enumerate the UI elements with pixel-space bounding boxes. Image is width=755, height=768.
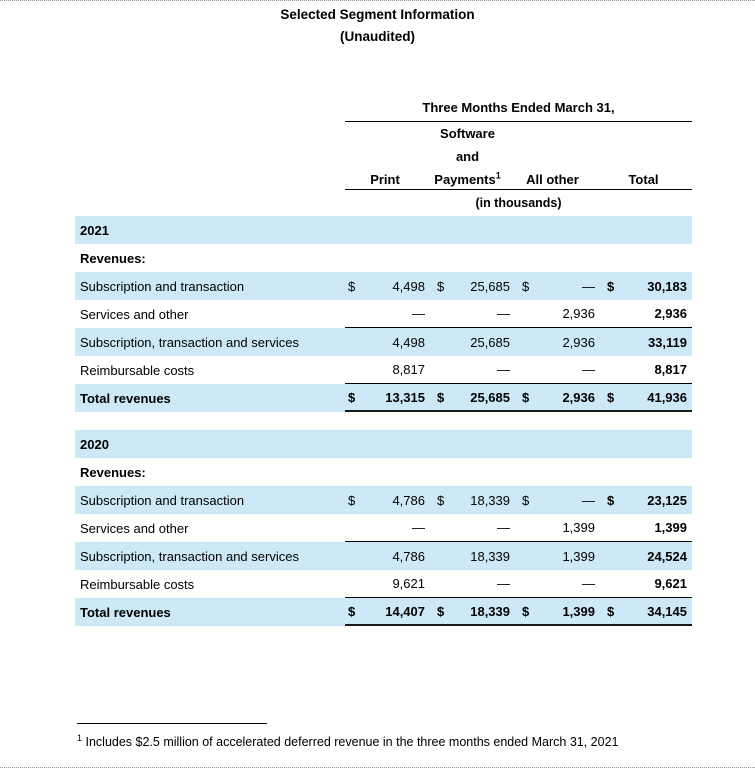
footnote-text	[77, 724, 755, 749]
currency-symbol: $	[348, 278, 356, 294]
value-print: 14,407	[385, 603, 425, 619]
value-all-other: 2,936	[562, 306, 595, 321]
value-total: 1,399	[654, 520, 687, 535]
table-row-services-other	[75, 300, 692, 328]
value-total: 8,817	[654, 362, 687, 377]
value-all-other: —	[582, 492, 595, 508]
value-software-payments: 25,685	[470, 278, 510, 294]
table-row-total-revenues	[75, 384, 692, 412]
row-label: Total revenues	[80, 604, 171, 620]
row-values	[345, 486, 692, 514]
currency-symbol: $	[607, 603, 615, 619]
revenues-heading: Revenues:	[80, 464, 146, 480]
value-software-payments: 25,685	[470, 389, 510, 405]
currency-symbol: $	[607, 278, 615, 294]
row-label: Reimbursable costs	[80, 576, 195, 592]
row-label: Services and other	[80, 306, 189, 322]
column-header-print: Print	[370, 172, 400, 187]
value-total: 24,524	[647, 548, 687, 564]
table-row-subscription-transaction-services	[75, 542, 692, 570]
section-year-2020	[75, 430, 692, 458]
value-print: 8,817	[392, 362, 425, 377]
value-all-other: —	[582, 278, 595, 294]
value-software-payments: 25,685	[470, 334, 510, 350]
value-total: 33,119	[647, 334, 687, 350]
revenues-heading-row	[75, 458, 692, 486]
value-all-other: 1,399	[562, 520, 595, 535]
row-values	[345, 384, 692, 412]
units-note: (in thousands)	[475, 196, 562, 210]
year-label: 2020	[80, 436, 109, 452]
row-label: Reimbursable costs	[80, 362, 195, 378]
row-label: Subscription, transaction and services	[80, 548, 299, 564]
footnote-body: Includes $2.5 million of accelerated deferred revenue in the three months ended March 31, 2021	[85, 735, 619, 750]
value-print: 4,786	[392, 492, 425, 508]
row-values	[345, 272, 692, 300]
value-software-payments: 18,339	[470, 548, 510, 564]
row-label: Services and other	[80, 520, 189, 536]
revenues-heading: Revenues:	[80, 250, 146, 266]
value-print: 9,621	[392, 576, 425, 591]
value-total: 9,621	[654, 576, 687, 591]
column-header-total: Total	[628, 172, 659, 187]
row-label: Subscription and transaction	[80, 278, 245, 294]
currency-symbol: $	[437, 492, 445, 508]
value-print: 4,498	[392, 278, 425, 294]
value-software-payments: 18,339	[470, 603, 510, 619]
value-software-payments: —	[497, 520, 510, 535]
footnote-ref-superscript: 1	[495, 170, 501, 181]
footnote-superscript: 1	[77, 733, 83, 743]
value-all-other: —	[582, 576, 595, 591]
currency-symbol: $	[348, 492, 356, 508]
value-print: —	[412, 306, 425, 321]
value-all-other: 2,936	[562, 389, 595, 405]
row-label: Subscription and transaction	[80, 492, 245, 508]
row-values	[345, 328, 692, 356]
footnote	[77, 723, 755, 749]
column-header-software-payments: Software and Payments$^1$	[434, 126, 501, 187]
table-row-subscription-transaction	[75, 272, 692, 300]
row-values	[345, 514, 692, 542]
year-label: 2021	[80, 222, 109, 238]
value-print: 13,315	[385, 389, 425, 405]
currency-symbol: $	[522, 389, 530, 405]
table-row-reimbursable-costs	[75, 356, 692, 384]
row-values	[345, 542, 692, 570]
table-row-reimbursable-costs	[75, 570, 692, 598]
currency-symbol: $	[522, 278, 530, 294]
value-all-other: 1,399	[562, 548, 595, 564]
page-title: Selected Segment Information	[280, 7, 475, 22]
section-gap	[75, 412, 692, 430]
value-software-payments: —	[497, 362, 510, 377]
row-label: Subscription, transaction and services	[80, 334, 299, 350]
table-row-services-other	[75, 514, 692, 542]
page-subtitle: (Unaudited)	[340, 29, 415, 44]
value-all-other: 1,399	[562, 603, 595, 619]
table-row-total-revenues	[75, 598, 692, 626]
value-software-payments: 18,339	[470, 492, 510, 508]
value-total: 34,145	[647, 603, 687, 619]
revenues-heading-row	[75, 244, 692, 272]
currency-symbol: $	[437, 603, 445, 619]
value-print: 4,498	[392, 334, 425, 350]
value-software-payments: —	[497, 576, 510, 591]
row-values	[345, 598, 692, 626]
value-print: —	[412, 520, 425, 535]
currency-symbol: $	[522, 603, 530, 619]
value-total: 2,936	[654, 306, 687, 321]
value-all-other: 2,936	[562, 334, 595, 350]
currency-symbol: $	[437, 278, 445, 294]
currency-symbol: $	[348, 603, 356, 619]
currency-symbol: $	[348, 389, 356, 405]
row-label: Total revenues	[80, 390, 171, 406]
row-values	[345, 356, 692, 384]
document-title-block	[0, 1, 755, 48]
table-row-subscription-transaction-services	[75, 328, 692, 356]
table-row-subscription-transaction	[75, 486, 692, 514]
period-header: Three Months Ended March 31,	[345, 95, 692, 122]
row-values	[345, 570, 692, 598]
column-headers	[345, 122, 692, 190]
value-total: 23,125	[647, 492, 687, 508]
value-print: 4,786	[392, 548, 425, 564]
currency-symbol: $	[607, 492, 615, 508]
currency-symbol: $	[437, 389, 445, 405]
currency-symbol: $	[522, 492, 530, 508]
value-total: 41,936	[647, 389, 687, 405]
value-software-payments: —	[497, 306, 510, 321]
value-total: 30,183	[647, 278, 687, 294]
row-values	[345, 300, 692, 328]
value-all-other: —	[582, 362, 595, 377]
column-header-all-other: All other	[526, 172, 579, 187]
currency-symbol: $	[607, 389, 615, 405]
section-year-2021	[75, 216, 692, 244]
segment-information-table	[75, 95, 692, 626]
